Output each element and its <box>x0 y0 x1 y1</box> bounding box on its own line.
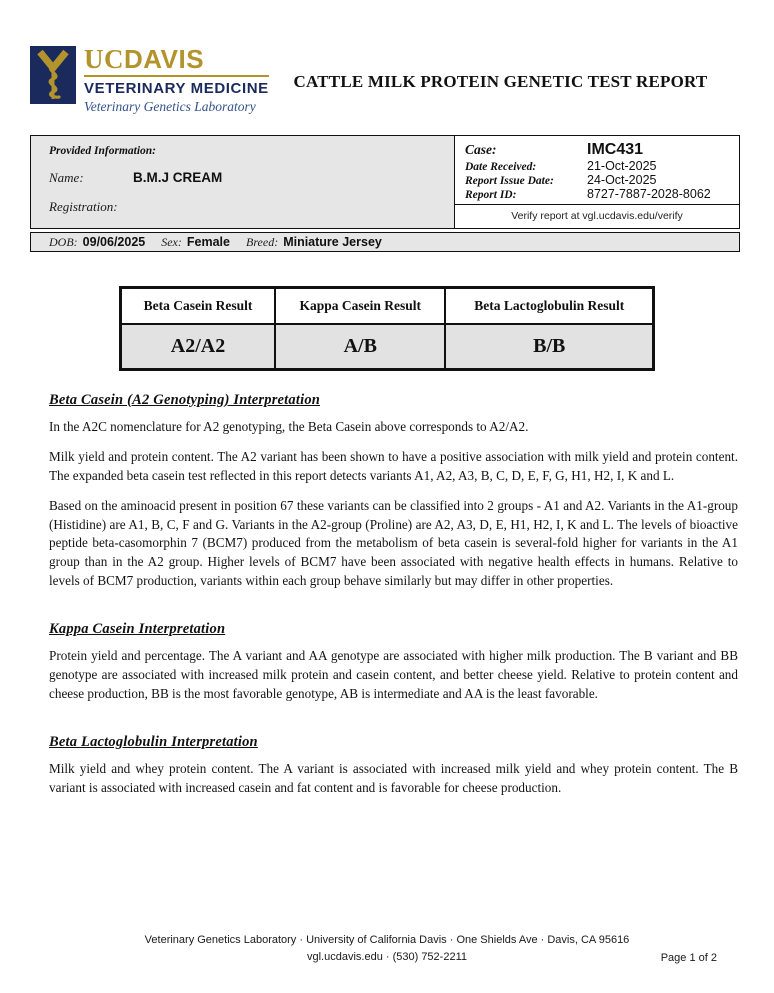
kappa-casein-section <box>49 621 738 704</box>
kappa-casein-paragraph: Protein yield and percentage. The A variant and AA genotype are associated with higher milk production. The B variant and BB genotype are associated with increased milk protein and casein content, and better cheese yield. Relative to protein content and cheese production, BB is the most favorable genotype, AB is intermediate and AA is the least favorable. <box>49 648 738 701</box>
case-details-column <box>454 135 740 229</box>
footer-contact-line: vgl.ucdavis.edu · (530) 752-2211 <box>306 950 467 963</box>
name-label: Name: <box>49 170 84 185</box>
name-value: B.M.J CREAM <box>133 170 223 185</box>
uc-davis-logo <box>30 44 269 115</box>
beta-casein-header: Beta Casein Result <box>121 288 276 325</box>
sex-field <box>161 235 230 250</box>
logo-lab-name: Veterinary Genetics Laboratory <box>84 99 256 114</box>
case-label: Case: <box>465 142 497 157</box>
sex-value: Female <box>186 234 230 249</box>
logo-division: VETERINARY MEDICINE <box>84 80 269 97</box>
footer-address-line: Veterinary Genetics Laboratory · University of California Davis · One Shields Ave · Davis, CA 95616 <box>144 934 630 946</box>
dob-value: 09/06/2025 <box>82 234 146 249</box>
case-details-box <box>454 135 740 205</box>
beta-lactoglobulin-result: B/B <box>445 324 653 370</box>
name-field <box>49 170 454 186</box>
wordmark-uc: UC <box>84 44 124 74</box>
beta-casein-paragraph-3: Based on the aminoacid present in position 67 these variants can be classified into 2 groups - A1 and A2. Variants in the A1-group (Histidine) are A1, B, C, F and G. Variants in the A2-group (Proline) are A2, A3, D, E, H1, H2, I, K and L. The levels of bioactive peptide beta-casomorphin 7 (BCM7) produced from the metabolism of beta casein is several-fold higher for variants in the A1 group than in the A2 group. Higher levels of BCM7 have been associated with negative health effects in humans. Relative to levels of BCM7 production, variants within each group behave similarly but may differ in other properties. <box>49 497 738 589</box>
report-header <box>0 0 774 115</box>
results-value-row <box>121 324 654 370</box>
beta-casein-paragraph-2: Milk yield and protein content. The A2 variant has been shown to have a positive association with milk yield and protein content. The expanded beta casein test reflected in this report detects variants A1, A2, A3, B, C, D, E, F, G, H1, H2, I, K and L. <box>49 448 738 483</box>
genetic-results-table <box>119 286 655 371</box>
dob-label: DOB: <box>49 234 78 249</box>
breed-field <box>246 235 382 250</box>
page-number: Page 1 of 2 <box>660 952 717 964</box>
beta-lactoglobulin-header: Beta Lactoglobulin Result <box>445 288 653 325</box>
case-row <box>465 141 739 159</box>
interpretation-sections <box>49 392 738 797</box>
results-header-row <box>121 288 654 325</box>
report-id-label: Report ID: <box>465 189 517 201</box>
date-received-value: 21-Oct-2025 <box>587 159 657 173</box>
report-issue-date-row <box>465 173 739 187</box>
report-id-value: 8727-7887-2028-8062 <box>587 187 711 201</box>
logo-text-block <box>84 46 269 115</box>
beta-casein-heading: Beta Casein (A2 Genotyping) Interpretation <box>49 392 321 408</box>
dob-field <box>49 235 145 250</box>
kappa-casein-heading: Kappa Casein Interpretation <box>49 621 226 637</box>
date-received-label: Date Received: <box>465 161 537 173</box>
sex-label: Sex: <box>161 234 182 249</box>
report-issue-date-label: Report Issue Date: <box>465 175 554 187</box>
kappa-casein-result: A/B <box>275 324 445 370</box>
breed-label: Breed: <box>245 234 279 249</box>
beta-casein-paragraph-1: In the A2C nomenclature for A2 genotyping, the Beta Casein above corresponds to A2/A2. <box>49 419 529 434</box>
report-title: CATTLE MILK PROTEIN GENETIC TEST REPORT <box>293 72 708 91</box>
beta-lactoglobulin-section <box>49 734 738 798</box>
provided-info-heading: Provided Information: <box>49 145 157 157</box>
case-info-block <box>30 135 740 252</box>
vet-caduceus-icon <box>30 46 76 104</box>
beta-lactoglobulin-heading: Beta Lactoglobulin Interpretation <box>49 733 258 750</box>
report-id-row <box>465 187 739 201</box>
beta-casein-result: A2/A2 <box>121 324 276 370</box>
wordmark-davis: DAVIS <box>124 44 205 74</box>
uc-davis-wordmark <box>84 46 269 77</box>
registration-label: Registration: <box>49 199 118 214</box>
verify-report-note: Verify report at vgl.ucdavis.edu/verify <box>454 205 740 229</box>
case-value: IMC431 <box>587 141 644 158</box>
beta-lactoglobulin-paragraph: Milk yield and whey protein content. The A variant is associated with increased milk yield and whey protein content. The B variant is associated with increased casein and fat content and is favorable for cheese production. <box>49 760 738 795</box>
kappa-casein-header: Kappa Casein Result <box>275 288 445 325</box>
animal-info-row <box>30 232 740 252</box>
beta-casein-section <box>49 392 738 591</box>
breed-value: Miniature Jersey <box>283 234 382 249</box>
provided-information-box <box>30 135 455 229</box>
date-received-row <box>465 159 739 173</box>
registration-field <box>49 199 454 215</box>
report-footer <box>0 932 774 965</box>
report-issue-date-value: 24-Oct-2025 <box>587 173 657 187</box>
